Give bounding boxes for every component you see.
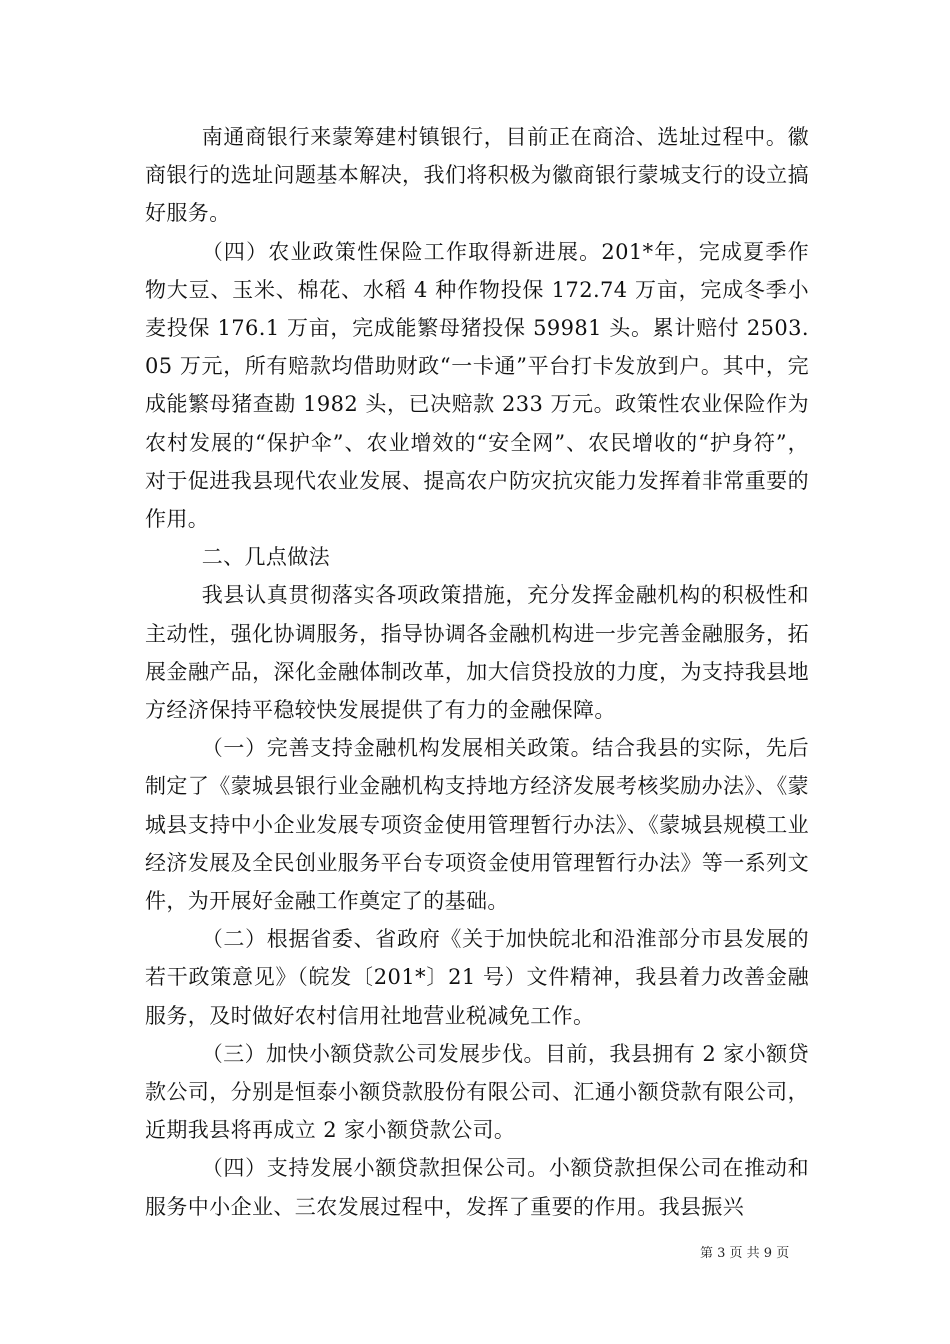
- page-number-footer: 第 3 页 共 9 页: [700, 1246, 790, 1261]
- paragraph-practices-intro: 我县认真贯彻落实各项政策措施，充分发挥金融机构的积极性和主动性，强化协调服务，指导协调各金融机构进一步完善金融服务，拓展金融产品，深化金融体制改革，加大信贷投放的力度，为支持我县地方经济保持平稳较快发展提供了有力的金融保障。: [145, 583, 809, 723]
- paragraph-loan-guarantee: （四）支持发展小额贷款担保公司。小额贷款担保公司在推动和服务中小企业、三农发展过程中，发挥了重要的作用。我县振兴: [145, 1156, 809, 1219]
- document-body: [145, 118, 809, 1226]
- paragraph-agri-insurance: （四）农业政策性保险工作取得新进展。201*年，完成夏季作物大豆、玉米、棉花、水稻 4 种作物投保 172.74 万亩，完成冬季小麦投保 176.1 万亩，完成能繁母猪投保 59981 头。累计赔付 2503.05 万元，所有赔款均借助财政“一卡通”平台打卡发放到户。其中，完成能繁母猪查勘 1982 头，已决赔款 233 万元。政策性农业保险作为农村发展的“保护伞”、农业增效的“安全网”、农民增收的“护身符”，对于促进我县现代农业发展、提高农户防灾抗灾能力发挥着非常重要的作用。: [145, 239, 809, 532]
- paragraph-provincial-policy: （二）根据省委、省政府《关于加快皖北和沿淮部分市县发展的若干政策意见》（皖发〔201*〕21 号）文件精神，我县着力改善金融服务，及时做好农村信用社地营业税减免工作。: [145, 927, 809, 1028]
- paragraph-microloan-companies: （三）加快小额贷款公司发展步伐。目前，我县拥有 2 家小额贷款公司，分别是恒泰小额贷款股份有限公司、汇通小额贷款有限公司，近期我县将再成立 2 家小额贷款公司。: [145, 1041, 809, 1143]
- paragraph-bank-setup: 南通商银行来蒙筹建村镇银行，目前正在商洽、选址过程中。徽商银行的选址问题基本解决，我们将积极为徽商银行蒙城支行的设立搞好服务。: [145, 125, 809, 226]
- paragraph-policy-support: （一）完善支持金融机构发展相关政策。结合我县的实际，先后制定了《蒙城县银行业金融机构支持地方经济发展考核奖励办法》、《蒙城县支持中小企业发展专项资金使用管理暂行办法》、《蒙城县规模工业经济发展及全民创业服务平台专项资金使用管理暂行办法》等一系列文件，为开展好金融工作奠定了的基础。: [145, 736, 809, 914]
- section-heading-practices: 二、几点做法: [201, 545, 331, 570]
